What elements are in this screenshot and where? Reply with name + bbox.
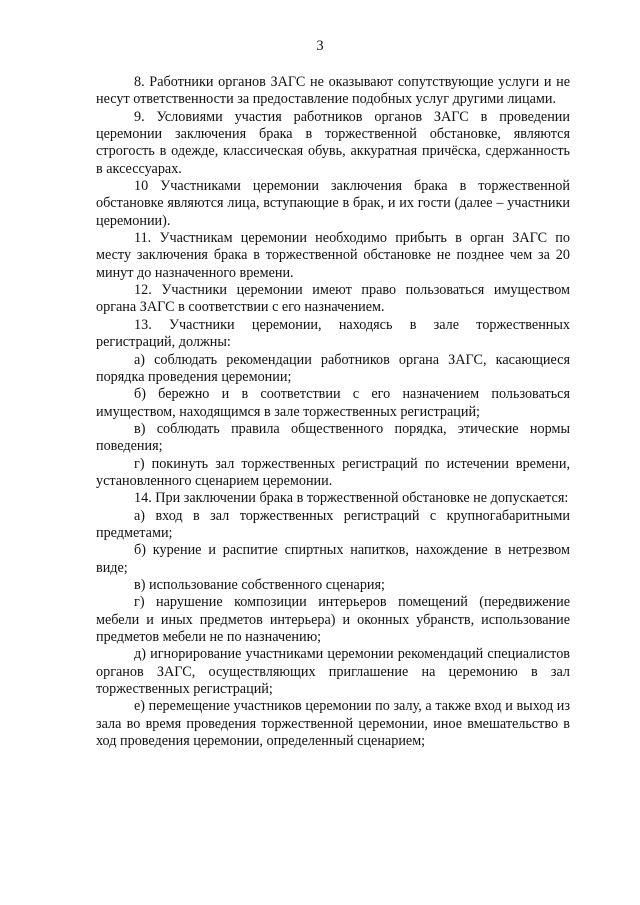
paragraph-item-12: 12. Участники церемонии имеют право пользоваться имуществом органа ЗАГС в соответствии с его назначением. bbox=[96, 282, 570, 316]
paragraph-item-8: 8. Работники органов ЗАГС не оказывают сопутствующие услуги и не несут ответственности за предоставление подобных услуг другими лицами. bbox=[96, 74, 570, 108]
paragraph-item-14-g: г) нарушение композиции интерьеров помещений (передвижение мебели и иных предметов интерьера) и оконных убранств, использование предметов мебели не по назначению; bbox=[96, 594, 570, 645]
paragraph-item-13-v: в) соблюдать правила общественного порядка, этические нормы поведения; bbox=[96, 420, 570, 455]
paragraph-item-13-b: б) бережно и в соответствии с его назначением пользоваться имуществом, находящимся в зале торжественных регистраций; bbox=[96, 386, 570, 420]
paragraph-item-10: 10 Участниками церемонии заключения брака в торжественной обстановке являются лица, вступающие в брак, и их гости (далее – участники церемонии). bbox=[96, 178, 570, 229]
paragraph-item-14-v: в) использование собственного сценария; bbox=[134, 576, 385, 593]
paragraph-item-11: 11. Участникам церемонии необходимо прибыть в орган ЗАГС по месту заключения брака в торжественной обстановке не позднее чем за 20 минут до назначенного времени. bbox=[96, 230, 570, 281]
paragraph-item-13-a: а) соблюдать рекомендации работников органа ЗАГС, касающиеся порядка проведения церемонии; bbox=[96, 351, 570, 385]
paragraph-item-14-a: а) вход в зал торжественных регистраций с крупногабаритными предметами; bbox=[96, 507, 570, 541]
paragraph-item-14-e: е) перемещение участников церемонии по залу, а также вход и выход из зала во время проведения торжественной церемонии, иное вмешательство в ход проведения церемонии, определенный сценарием; bbox=[96, 698, 570, 750]
page-number: 3 bbox=[316, 38, 324, 54]
paragraph-item-14-d: д) игнорирование участниками церемонии рекомендаций специалистов органов ЗАГС, осуществляющих приглашение на церемонию в зал торжественных регистраций; bbox=[96, 646, 570, 698]
paragraph-item-14: 14. При заключении брака в торжественной обстановке не допускается: bbox=[134, 490, 569, 507]
document-body bbox=[96, 74, 570, 750]
paragraph-item-13: 13. Участники церемонии, находясь в зале торжественных регистраций, должны: bbox=[96, 316, 570, 351]
paragraph-item-13-g: г) покинуть зал торжественных регистраций по истечении времени, установленного сценарием церемонии. bbox=[96, 455, 570, 489]
paragraph-item-9: 9. Условиями участия работников органов ЗАГС в проведении церемонии заключения брака в торжественной обстановке, являются строгость в одежде, классическая обувь, аккуратная причёска, сдержанность в аксессуарах. bbox=[96, 108, 570, 177]
paragraph-item-14-b: б) курение и распитие спиртных напитков, нахождение в нетрезвом виде; bbox=[96, 542, 570, 576]
